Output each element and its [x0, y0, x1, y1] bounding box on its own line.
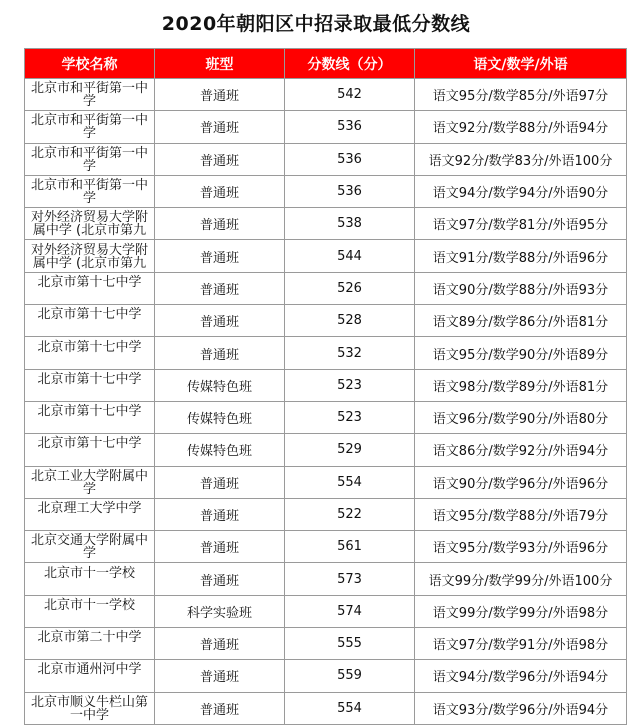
cell-score: 559: [285, 660, 415, 692]
school-name: 北京市第十七中学: [37, 371, 142, 387]
table-row: [25, 175, 627, 207]
cell-subjects: 语文90分/数学96分/外语96分: [415, 466, 627, 498]
cell-school: [25, 175, 155, 207]
cell-school: [25, 240, 155, 272]
school-name: 北京交通大学附属中学: [30, 533, 148, 562]
school-name: 北京市十一学校: [43, 565, 135, 581]
cell-class-type: 普通班: [155, 111, 285, 143]
cell-school: [25, 79, 155, 111]
table-row: [25, 401, 627, 433]
cell-school: [25, 531, 155, 563]
cell-score: 536: [285, 175, 415, 207]
cell-score: 555: [285, 628, 415, 660]
cell-class-type: 传媒特色班: [155, 369, 285, 401]
table-row: [25, 272, 627, 304]
school-name: 北京市和平街第一中学: [30, 113, 148, 142]
school-name: 北京理工大学中学: [37, 501, 142, 516]
table-header-row: [25, 49, 627, 79]
cell-subjects: 语文96分/数学90分/外语80分: [415, 401, 627, 433]
school-name: 北京市第十七中学: [37, 436, 142, 452]
cell-subjects: 语文99分/数学99分/外语98分: [415, 595, 627, 627]
cell-school: [25, 143, 155, 175]
cell-score: 542: [285, 79, 415, 111]
cell-score: 523: [285, 369, 415, 401]
table-row: [25, 208, 627, 240]
table-row: [25, 628, 627, 660]
table-row: [25, 563, 627, 595]
header-subjects: 语文/数学/外语: [415, 49, 627, 79]
table-row: [25, 305, 627, 337]
page-title: 2020年朝阳区中招录取最低分数线: [161, 13, 471, 35]
cell-class-type: 普通班: [155, 175, 285, 207]
table-row: [25, 337, 627, 369]
school-name: 北京市第十七中学: [37, 274, 142, 290]
school-name: 北京市和平街第一中学: [30, 145, 148, 174]
header-class-type: 班型: [155, 49, 285, 79]
cell-subjects: 语文99分/数学99分/外语100分: [415, 563, 627, 595]
cell-score: 528: [285, 305, 415, 337]
school-name: 北京市第十七中学: [37, 307, 142, 323]
cell-score: 523: [285, 401, 415, 433]
cell-school: [25, 369, 155, 401]
cell-score: 544: [285, 240, 415, 272]
school-name: 北京市和平街第一中学: [30, 178, 148, 207]
cell-school: [25, 434, 155, 466]
cell-subjects: 语文97分/数学81分/外语95分: [415, 208, 627, 240]
cell-class-type: 普通班: [155, 563, 285, 595]
cell-subjects: 语文95分/数学90分/外语89分: [415, 337, 627, 369]
cell-score: 573: [285, 563, 415, 595]
cell-class-type: 普通班: [155, 660, 285, 692]
cell-school: [25, 111, 155, 143]
cell-school: [25, 305, 155, 337]
cell-subjects: 语文92分/数学83分/外语100分: [415, 143, 627, 175]
cell-class-type: 普通班: [155, 79, 285, 111]
cell-subjects: 语文95分/数学85分/外语97分: [415, 79, 627, 111]
cell-school: [25, 272, 155, 304]
cell-class-type: 普通班: [155, 498, 285, 530]
cell-score: 526: [285, 272, 415, 304]
header-school: 学校名称: [25, 49, 155, 79]
cell-class-type: 科学实验班: [155, 595, 285, 627]
cell-subjects: 语文94分/数学96分/外语94分: [415, 660, 627, 692]
school-name: 北京市第十七中学: [37, 339, 142, 355]
cell-school: [25, 563, 155, 595]
cell-score: 561: [285, 531, 415, 563]
cell-class-type: 传媒特色班: [155, 401, 285, 433]
cell-school: [25, 401, 155, 433]
cell-subjects: 语文91分/数学88分/外语96分: [415, 240, 627, 272]
table-row: [25, 498, 627, 530]
cell-class-type: 普通班: [155, 305, 285, 337]
cell-school: [25, 628, 155, 660]
cell-score: 554: [285, 692, 415, 724]
cell-school: [25, 660, 155, 692]
school-name: 北京市通州河中学: [37, 662, 142, 678]
school-name: 北京市第二十中学: [37, 630, 142, 646]
cell-class-type: 普通班: [155, 692, 285, 724]
cell-class-type: 普通班: [155, 143, 285, 175]
table-row: [25, 434, 627, 466]
cell-subjects: 语文90分/数学88分/外语93分: [415, 272, 627, 304]
cell-score: 574: [285, 595, 415, 627]
cell-subjects: 语文92分/数学88分/外语94分: [415, 111, 627, 143]
school-name: 对外经济贸易大学附属中学 (北京市第九: [30, 210, 148, 239]
table-row: [25, 240, 627, 272]
cell-class-type: 普通班: [155, 628, 285, 660]
table-body: [25, 79, 627, 725]
cell-score: 554: [285, 466, 415, 498]
cell-class-type: 普通班: [155, 208, 285, 240]
cell-subjects: 语文95分/数学93分/外语96分: [415, 531, 627, 563]
school-name: 北京工业大学附属中学: [30, 468, 148, 497]
table-row: [25, 660, 627, 692]
school-name: 北京市顺义牛栏山第一中学: [30, 694, 148, 723]
cell-school: [25, 595, 155, 627]
table-row: [25, 143, 627, 175]
cell-subjects: 语文86分/数学92分/外语94分: [415, 434, 627, 466]
table-row: [25, 466, 627, 498]
cell-class-type: 普通班: [155, 337, 285, 369]
cell-score: 529: [285, 434, 415, 466]
cell-school: [25, 337, 155, 369]
table-row: [25, 79, 627, 111]
cell-class-type: 普通班: [155, 466, 285, 498]
cell-subjects: 语文95分/数学88分/外语79分: [415, 498, 627, 530]
table-row: [25, 531, 627, 563]
cell-score: 536: [285, 111, 415, 143]
cell-class-type: 传媒特色班: [155, 434, 285, 466]
cell-subjects: 语文94分/数学94分/外语90分: [415, 175, 627, 207]
score-table: [24, 48, 627, 725]
school-name: 北京市十一学校: [43, 597, 135, 613]
cell-school: [25, 466, 155, 498]
cell-score: 536: [285, 143, 415, 175]
school-name: 北京市第十七中学: [37, 404, 142, 420]
school-name: 对外经济贸易大学附属中学 (北京市第九: [30, 242, 148, 271]
cell-subjects: 语文97分/数学91分/外语98分: [415, 628, 627, 660]
cell-subjects: 语文93分/数学96分/外语94分: [415, 692, 627, 724]
school-name: 北京市和平街第一中学: [30, 81, 148, 110]
table-row: [25, 595, 627, 627]
cell-class-type: 普通班: [155, 531, 285, 563]
cell-score: 532: [285, 337, 415, 369]
cell-subjects: 语文98分/数学89分/外语81分: [415, 369, 627, 401]
cell-subjects: 语文89分/数学86分/外语81分: [415, 305, 627, 337]
cell-class-type: 普通班: [155, 240, 285, 272]
cell-school: [25, 208, 155, 240]
table-row: [25, 111, 627, 143]
header-score: 分数线（分）: [285, 49, 415, 79]
cell-class-type: 普通班: [155, 272, 285, 304]
cell-school: [25, 498, 155, 530]
table-row: [25, 369, 627, 401]
cell-score: 538: [285, 208, 415, 240]
cell-score: 522: [285, 498, 415, 530]
